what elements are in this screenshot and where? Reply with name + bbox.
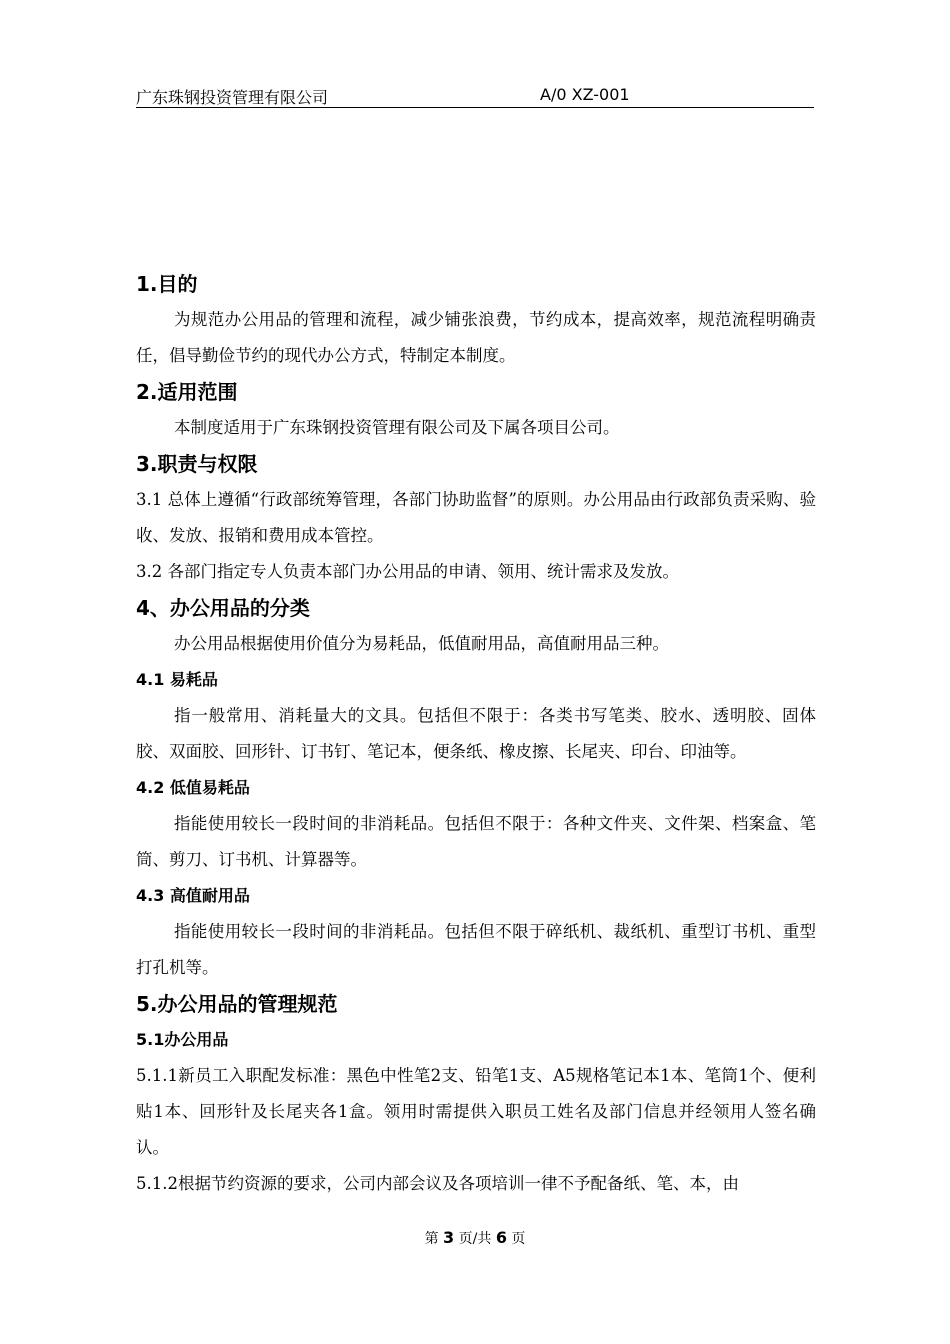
total-page-count: 6 xyxy=(495,1228,507,1247)
page-footer xyxy=(0,1228,950,1248)
paragraph: 办公用品根据使用价值分为易耗品，低值耐用品，高值耐用品三种。 xyxy=(174,634,669,653)
footer-suffix: 页 xyxy=(511,1231,526,1247)
paragraph: 为规范办公用品的管理和流程，减少铺张浪费，节约成本，提高效率，规范流程明确责任，倡导勤俭节约的现代办公方式，特制定本制度。 xyxy=(136,310,816,365)
section-heading-management: 5.办公用品的管理规范 xyxy=(136,992,338,1016)
page-header xyxy=(136,83,814,108)
subsection-heading: 4.3 高值耐用品 xyxy=(136,886,250,905)
company-name: 广东珠钢投资管理有限公司 xyxy=(136,88,329,107)
paragraph: 3.2 各部门指定专人负责本部门办公用品的申请、领用、统计需求及发放。 xyxy=(136,562,679,581)
paragraph: 本制度适用于广东珠钢投资管理有限公司及下属各项目公司。 xyxy=(174,418,620,437)
section-heading-responsibilities: 3.职责与权限 xyxy=(136,452,258,476)
paragraph: 指能使用较长一段时间的非消耗品。包括但不限于：各种文件夹、文件架、档案盒、笔筒、剪刀、订书机、计算器等。 xyxy=(136,814,816,869)
subsection-heading: 5.1办公用品 xyxy=(136,1030,229,1049)
paragraph: 指一般常用、消耗量大的文具。包括但不限于：各类书写笔类、胶水、透明胶、固体胶、双面胶、回形针、订书钉、笔记本，便条纸、橡皮擦、长尾夹、印台、印油等。 xyxy=(136,706,816,761)
subsection-heading: 4.1 易耗品 xyxy=(136,670,218,689)
footer-prefix: 第 xyxy=(424,1231,439,1247)
current-page-number: 3 xyxy=(443,1228,455,1247)
document-body xyxy=(136,266,816,1202)
paragraph: 指能使用较长一段时间的非消耗品。包括但不限于碎纸机、裁纸机、重型订书机、重型打孔机等。 xyxy=(136,922,816,977)
section-heading-scope: 2.适用范围 xyxy=(136,380,238,404)
section-heading-classification: 4、办公用品的分类 xyxy=(136,596,310,620)
paragraph: 5.1.2根据节约资源的要求，公司内部会议及各项培训一律不予配备纸、笔、本，由 xyxy=(136,1174,739,1193)
subsection-heading: 4.2 低值易耗品 xyxy=(136,778,250,797)
document-code: A/0 XZ-001 xyxy=(540,85,630,104)
paragraph: 5.1.1新员工入职配发标准：黑色中性笔2支、铅笔1支、A5规格笔记本1本、笔筒1个、便利贴1本、回形针及长尾夹各1盒。领用时需提供入职员工姓名及部门信息并经领用人签名确认。 xyxy=(136,1066,816,1157)
section-heading-purpose: 1.目的 xyxy=(136,272,198,296)
paragraph: 3.1 总体上遵循“行政部统筹管理，各部门协助监督”的原则。办公用品由行政部负责采购、验收、发放、报销和费用成本管控。 xyxy=(136,490,816,545)
footer-mid: 页/共 xyxy=(458,1231,492,1247)
